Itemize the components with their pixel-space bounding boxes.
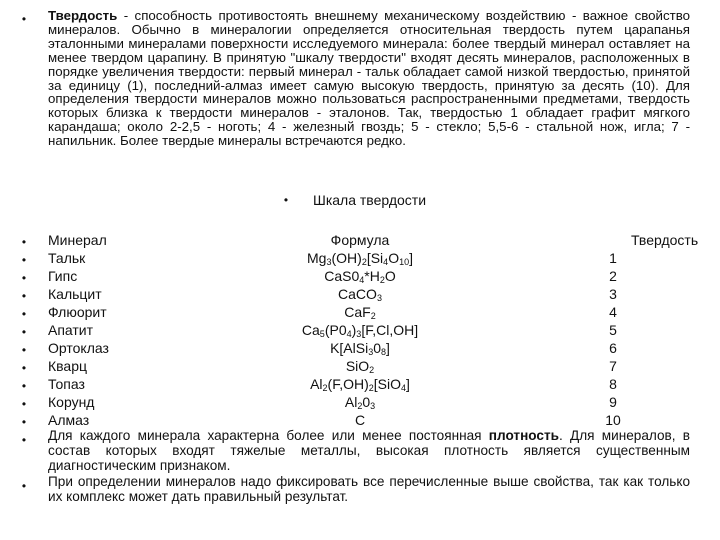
mineral-name: Флюорит <box>48 304 107 320</box>
mineral-formula: CaCO$_3$ <box>338 286 382 303</box>
header-mineral: Минерал <box>48 232 107 248</box>
mineral-name: Кварц <box>48 358 88 374</box>
mineral-formula: $Mg_3(OH)_2[Si_4O_{10}]$ <box>307 250 413 267</box>
mineral-name: Топаз <box>48 376 85 392</box>
row-bullet: • <box>21 289 27 303</box>
hardness-term: Твердость <box>48 8 118 23</box>
hardness-intro-text: - способность противостоять внешнему механическому воздействию - важное свойство минералов. Обычно в минералогии определяется относительная твердость путем царапанья эталонными минералами поверхности исследуемого минерала: более твердый минерал оставляет на менее твердом царапину. В принятую "шкалу твердости" входят десять минералов, расположенных в порядке увеличения твердости: первый минерал - тальк обладает самой низкой твердостью, принятой за единицу (1), последний-алмаз имеет самую высокую твердость, принятую за десять (10). Для определения твердости минералов можно пользоваться распространенными предметами, твердость которых близка к твердости минералов - эталонов. Так, твердостью 1 обладает графит мягкого карандаша; около 2-2,5 - ноготь; 4 - железный гвоздь; 5 - стекло; 5,5-6 - стальной нож, игла; 7 - напильник. Более твердые минералы встречаются редко. <box>48 8 690 149</box>
mineral-formula: $Al_20_3$ <box>344 394 376 411</box>
row-bullet: • <box>21 343 27 357</box>
row-bullet: • <box>21 271 27 285</box>
intro-bullet: • <box>21 12 27 26</box>
density-text-before: Для каждого минерала характерна более или менее постоянная <box>48 428 489 443</box>
mineral-name: Тальк <box>48 250 86 266</box>
mineral-name: Гипс <box>48 268 78 284</box>
hardness-intro-paragraph <box>48 9 690 148</box>
density-bullet: • <box>21 433 27 447</box>
mineral-name: Ортоклаз <box>48 340 109 356</box>
mineral-hardness: 8 <box>609 376 617 392</box>
mineral-formula: C <box>354 412 366 428</box>
table-row <box>48 412 688 429</box>
row-bullet: • <box>21 361 27 375</box>
row-bullet: • <box>21 379 27 393</box>
scale-title: Шкала твердости <box>313 192 427 208</box>
conclusion-paragraph: При определении минералов надо фиксировать все перечисленные выше свойства, так как только их комплекс может дать правильный результат. <box>48 474 690 504</box>
mineral-hardness: 3 <box>609 286 617 302</box>
density-text-after: . Для минералов, в состав которых входят тяжелые металлы, высокая плотность является существенным диагностическим признаком. <box>48 428 690 473</box>
mineral-hardness: 10 <box>605 412 621 428</box>
table-row <box>48 304 688 321</box>
header-bullet: • <box>21 235 27 249</box>
table-row <box>48 376 688 393</box>
mineral-hardness: 4 <box>609 304 617 320</box>
row-bullet: • <box>21 307 27 321</box>
mineral-formula: CaF$_2$ <box>344 304 376 321</box>
mineral-hardness: 9 <box>609 394 617 410</box>
mineral-formula: $CaS0_4*H_2O$ <box>324 268 396 285</box>
scale-title-bullet: • <box>283 193 289 207</box>
row-bullet: • <box>21 253 27 267</box>
mineral-hardness: 5 <box>609 322 617 338</box>
table-row <box>48 268 688 285</box>
table-row <box>48 394 688 411</box>
mineral-name: Кальцит <box>48 286 102 302</box>
mineral-hardness: 1 <box>609 250 617 266</box>
mineral-formula: $K[AlSi_30_8]$ <box>330 340 390 357</box>
header-hardness: Твердость <box>631 232 699 248</box>
table-row <box>48 286 688 303</box>
mineral-name: Алмаз <box>48 412 90 428</box>
table-row <box>48 340 688 357</box>
table-row <box>48 250 688 267</box>
row-bullet: • <box>21 397 27 411</box>
mineral-formula: SiO$_2$ <box>345 358 375 375</box>
mineral-formula: $Al_2(F,OH)_2[SiO_4]$ <box>310 376 410 393</box>
mineral-formula: $Ca_5(P0_4)_3[F,Cl,OH]$ <box>301 322 419 339</box>
header-formula: Формула <box>330 232 390 248</box>
mineral-hardness: 6 <box>609 340 617 356</box>
row-bullet: • <box>21 415 27 429</box>
table-header <box>48 232 699 249</box>
conclusion-bullet: • <box>21 479 27 493</box>
mineral-name: Апатит <box>48 322 94 338</box>
table-row <box>48 358 688 375</box>
row-bullet: • <box>21 325 27 339</box>
density-term: плотность <box>488 428 559 443</box>
mineral-hardness: 7 <box>609 358 617 374</box>
table-row <box>48 322 688 339</box>
mineral-hardness: 2 <box>609 268 617 284</box>
density-paragraph <box>48 429 690 473</box>
mineral-name: Корунд <box>48 394 95 410</box>
